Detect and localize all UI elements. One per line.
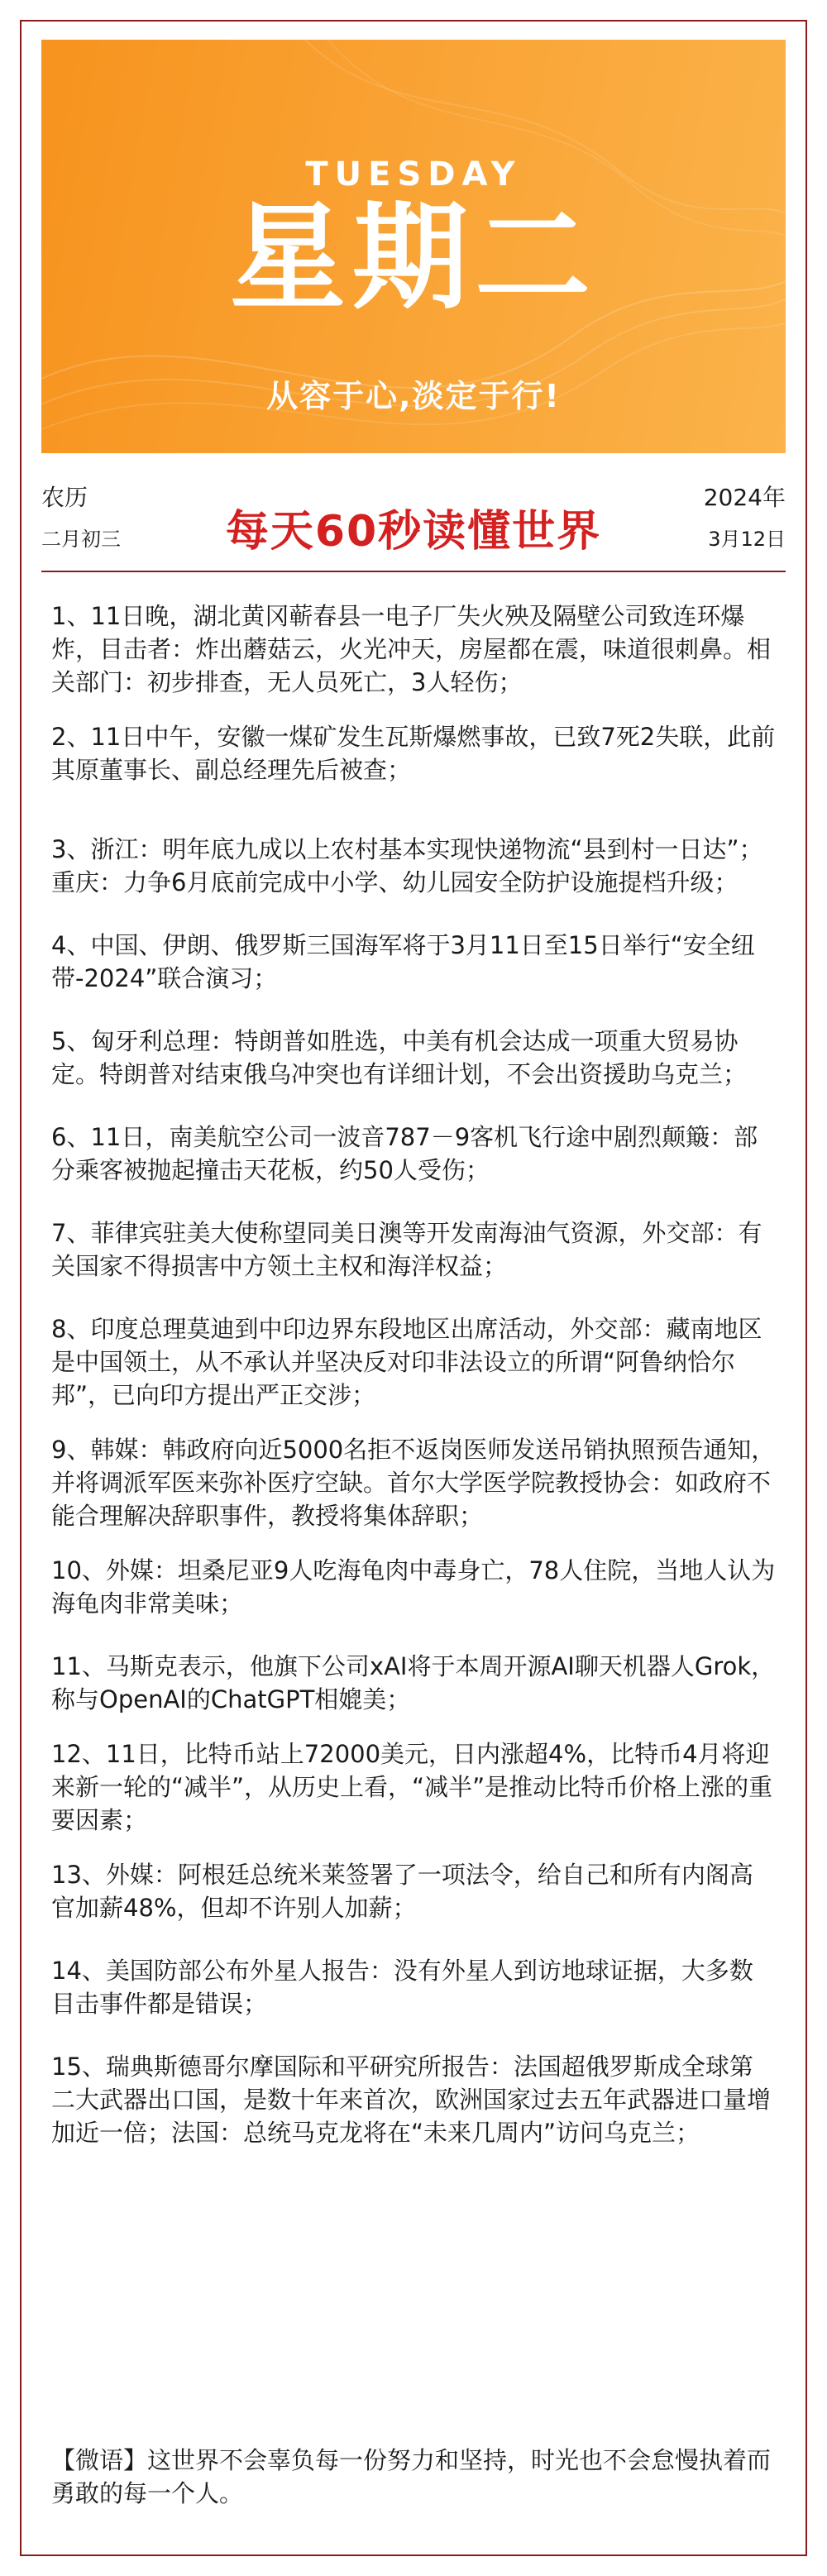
page-title: 每天60秒读懂世界 (225, 507, 602, 557)
news-item: 10、外媒：坦桑尼亚9人吃海龟肉中毒身亡，78人住院，当地人认为海龟肉非常美味； (51, 1556, 776, 1618)
lunar-date: 二月初三 (41, 528, 121, 551)
weekday-english: TUESDAY (305, 155, 522, 194)
banner-motto: 从容于心,淡定于行! (266, 378, 561, 414)
news-item: 7、菲律宾驻美大使称望同美日澳等开发南海油气资源，外交部：有关国家不得损害中方领土主权和海洋权益； (51, 1219, 762, 1280)
news-item: 8、印度总理莫迪到中印边界东段地区出席活动，外交部：藏南地区是中国领土，从不承认并坚决反对印非法设立的所谓“阿鲁纳恰尔邦”，已向印方提出严正交涉； (51, 1315, 762, 1409)
weekday-chinese: 星期二 (229, 191, 597, 326)
news-item: 4、中国、伊朗、俄罗斯三国海军将于3月11日至15日举行“安全纽带-2024”联合演习； (51, 931, 755, 992)
header-divider (41, 571, 786, 572)
lunar-calendar-label: 农历 (41, 484, 88, 511)
news-item: 5、匈牙利总理：特朗普如胜选，中美有机会达成一项重大贸易协定。特朗普对结束俄乌冲突也有详细计划，不会出资援助乌克兰； (51, 1027, 748, 1088)
news-item: 14、美国防部公布外星人报告：没有外星人到访地球证据，大多数目击事件都是错误； (51, 1957, 753, 2018)
dateline (41, 480, 786, 562)
news-item: 15、瑞典斯德哥尔摩国际和平研究所报告：法国超俄罗斯成全球第二大武器出口国，是数十年来首次，欧洲国家过去五年武器进口量增加近一倍；法国：总统马克龙将在“未来几周内”访问乌克兰； (51, 2053, 772, 2147)
news-item: 2、11日中午，安徽一煤矿发生瓦斯爆燃事故，已致7死2失联，此前其原董事长、副总经理先后被查； (51, 723, 776, 784)
year: 2024年 (703, 484, 786, 511)
news-item: 6、11日，南美航空公司一波音787－9客机飞行途中剧烈颠簸：部分乘客被抛起撞击天花板，约50人受伤； (51, 1123, 758, 1184)
closing-quote: 【微语】这世界不会辜负每一份努力和坚持，时光也不会怠慢执着而勇敢的每一个人。 (51, 2446, 772, 2507)
news-item: 12、11日，比特币站上72000美元，日内涨超4%，比特币4月将迎来新一轮的“减半”，从历史上看，“减半”是推动比特币价格上涨的重要因素； (51, 1740, 773, 1834)
news-list (51, 600, 776, 2149)
month-day: 3月12日 (708, 528, 786, 551)
weekday-banner (41, 40, 786, 453)
news-item: 11、马斯克表示，他旗下公司xAI将于本周开源AI聊天机器人Grok，称与OpenAI的ChatGPT相媲美； (51, 1652, 776, 1713)
news-item: 1、11日晚，湖北黄冈蕲春县一电子厂失火殃及隔壁公司致连环爆炸，目击者：炸出蘑菇云，火光冲天，房屋都在震，味道很刺鼻。相关部门：初步排查，无人员死亡，3人轻伤； (51, 602, 772, 696)
news-item: 13、外媒：阿根廷总统米莱签署了一项法令，给自己和所有内阁高官加薪48%，但却不许别人加薪； (51, 1861, 753, 1922)
news-item: 3、浙江：明年底九成以上农村基本实现快递物流“县到村一日达”；重庆：力争6月底前完成中小学、幼儿园安全防护设施提档升级； (51, 835, 763, 896)
news-item: 9、韩媒：韩政府向近5000名拒不返岗医师发送吊销执照预告通知，并将调派军医来弥补医疗空缺。首尔大学医学院教授协会：如政府不能合理解决辞职事件，教授将集体辞职； (51, 1436, 776, 1530)
